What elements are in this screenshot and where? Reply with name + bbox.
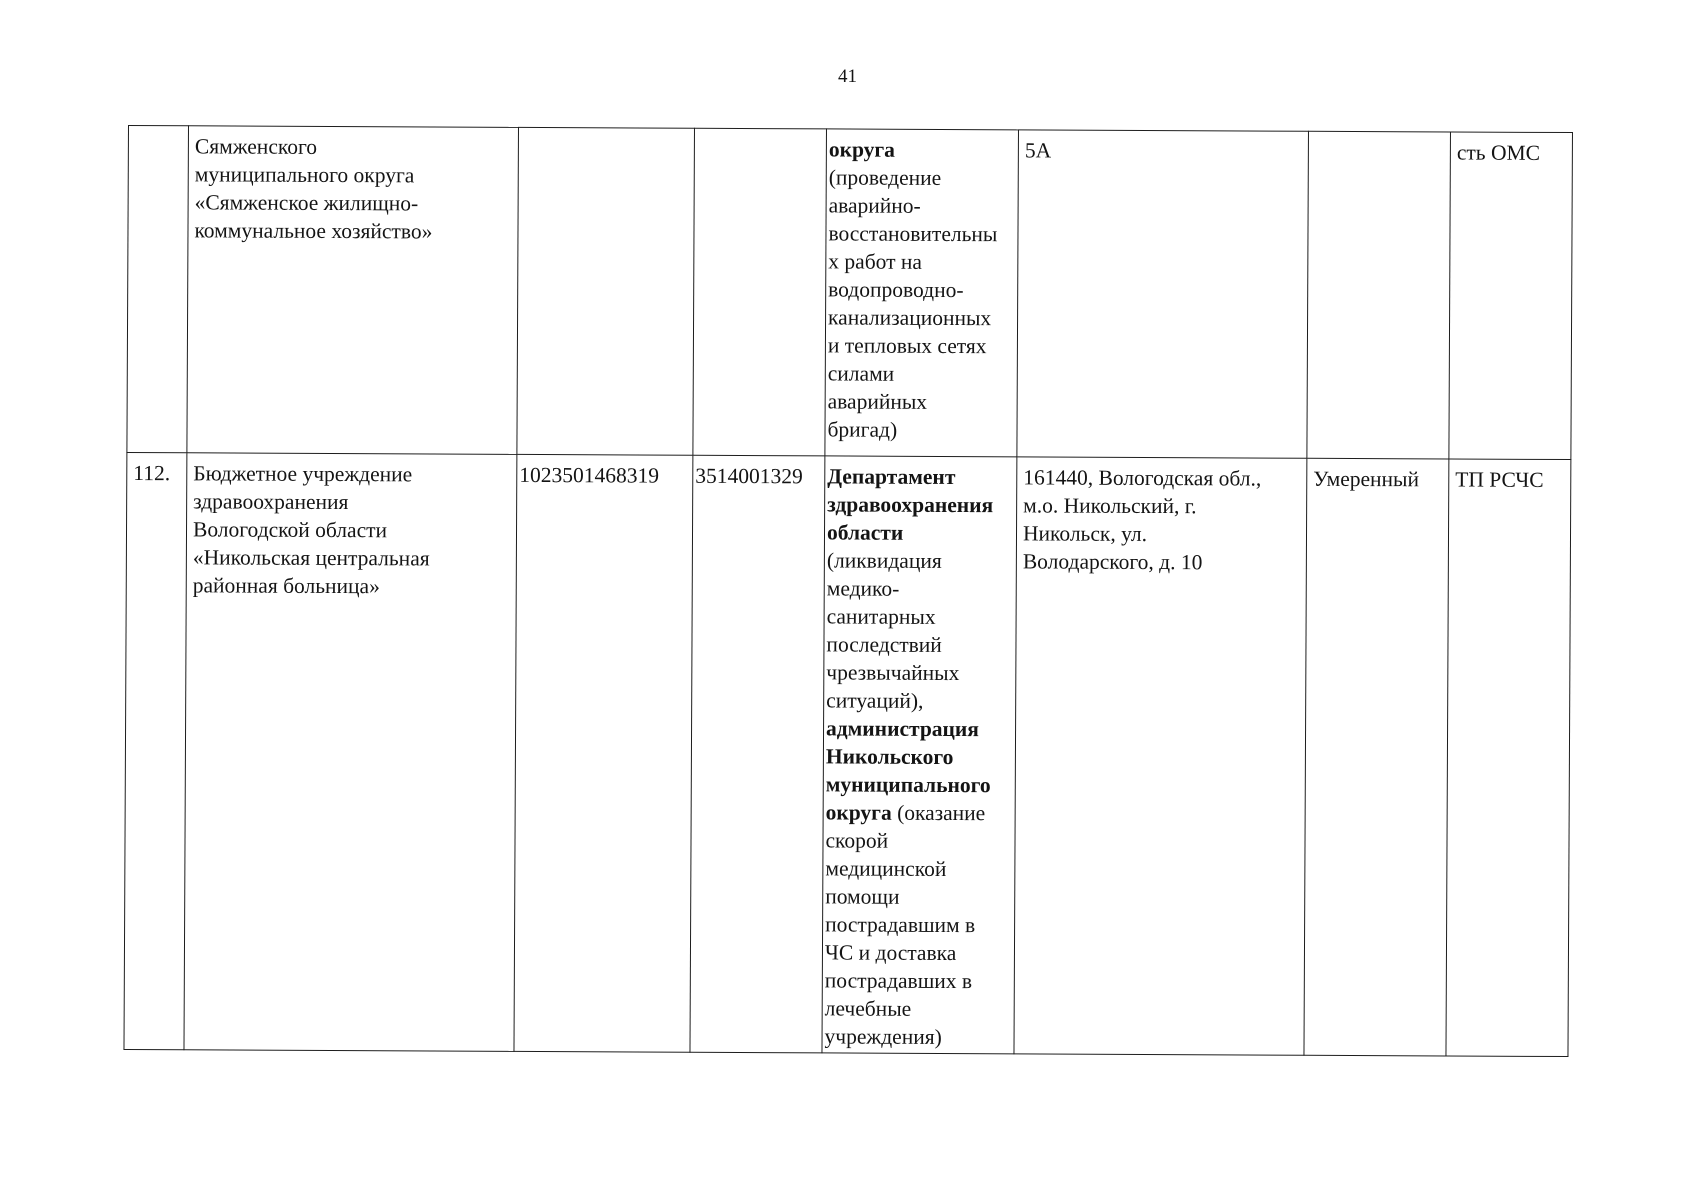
address-line: 5А [1024,138,1052,163]
address-cell [1017,130,1309,458]
organization-line: «Сямженское жилищно- [194,190,419,216]
authority-line: чрезвычайных [826,660,960,686]
authority-line: последствий [826,632,942,657]
address-line: м.о. Никольский, г. [1023,493,1197,519]
organization-line: «Никольская центральная [192,545,430,571]
organization-line: Сямженского [194,134,318,159]
organization-line: Бюджетное учреждение [193,461,413,487]
organization-line: Вологодской области [192,517,388,543]
authority-line: учреждения) [824,1024,942,1049]
authority-line: медико- [826,576,900,601]
row-number-cell: 112. [124,452,187,1049]
ogrn-cell [517,127,695,455]
ogrn-cell: 1023501468319 [514,454,693,1052]
authority-cell [825,129,1019,457]
table-row [124,452,1571,1056]
authority-line: и тепловых сетях [827,333,987,359]
authority-line: помощи [825,884,900,909]
system-cell: ТП РСЧС [1446,459,1571,1057]
authority-line: бригад) [827,417,898,442]
authority-bold-part: округа [825,800,892,825]
address-line: Никольск, ул. [1022,521,1148,546]
organization-line: муниципального округа [194,162,415,188]
authority-line: восстановительны [828,221,998,247]
authority-line: х работ на [828,249,923,274]
authority-line: водопроводно- [828,277,964,303]
authority-line: аварийно- [828,193,921,218]
authority-line: администрация [826,716,980,742]
authority-line: Департамент [827,464,956,490]
address-line: Володарского, д. 10 [1022,549,1203,575]
organization-cell [184,453,517,1052]
address-cell [1014,457,1307,1055]
organization-cell [187,126,519,455]
authority-line: (ликвидация [826,548,942,573]
authority-line [826,798,1013,827]
authority-line: санитарных [826,604,936,629]
inn-cell [693,128,827,456]
authority-line: пострадавших в [824,968,973,994]
authority-line: здравоохранения [827,492,994,518]
row-number-cell [127,126,189,453]
system-cell: сть ОМС [1449,132,1573,460]
organization-line: коммунальное хозяйство» [194,218,433,244]
address-line: 161440, Вологодская обл., [1023,465,1262,491]
authority-line: муниципального [825,772,991,798]
registry-table [123,125,1573,1057]
inn-cell: 3514001329 [690,455,825,1053]
authority-cell [822,456,1017,1054]
authority-line: канализационных [828,305,992,331]
authority-line: области [826,520,904,545]
authority-line: лечебные [824,996,912,1021]
risk-cell: Умеренный [1304,458,1449,1056]
authority-line: пострадавшим в [825,912,976,938]
table-row [127,126,1573,460]
authority-line: ситуаций), [826,688,924,713]
authority-line: скорой [825,828,889,853]
authority-line: медицинской [825,856,947,882]
risk-cell [1307,131,1451,459]
organization-line: здравоохранения [193,489,349,515]
authority-line: округа [828,137,896,162]
authority-line: ЧС и доставка [824,940,957,966]
authority-tail-part: (оказание [891,800,986,826]
organization-line: районная больница» [192,573,380,599]
authority-line: Никольского [825,744,954,770]
authority-line: аварийных [827,389,928,414]
page-number: 41 [838,66,857,87]
authority-line: (проведение [828,165,942,190]
authority-line: силами [827,361,895,386]
